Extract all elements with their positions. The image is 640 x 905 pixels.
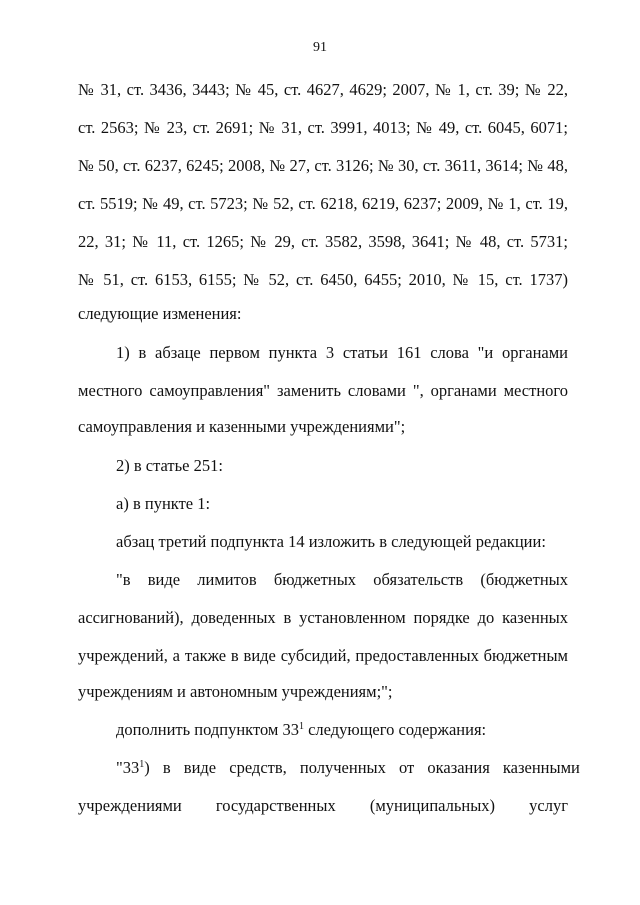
text-line: 2) в статье 251: [116,456,223,475]
text-line: № 31, ст. 3436, 3443; № 45, ст. 4627, 4629; 2007, № 1, ст. 39; № 22, [78,80,568,99]
page-number: 91 [313,40,327,55]
text-line: 1) в абзаце первом пункта 3 статьи 161 слова "и органами [116,343,568,362]
text-line [116,758,580,778]
text-line: учреждениями государственных (муниципальных) услуг [78,796,568,815]
superscript: 1 [298,721,304,732]
text-line: ст. 2563; № 23, ст. 2691; № 31, ст. 3991, 4013; № 49, ст. 6045, 6071; [78,118,568,137]
superscript: 1 [139,759,145,770]
text-line: учреждений, а также в виде субсидий, предоставленных бюджетным [78,646,568,665]
text-fragment: следующего содержания: [303,720,487,739]
text-line: № 50, ст. 6237, 6245; 2008, № 27, ст. 3126; № 30, ст. 3611, 3614; № 48, [78,156,568,175]
text-line [116,720,486,740]
text-fragment: дополнить подпунктом 33 [116,720,299,739]
text-line: ассигнований), доведенных в установленном порядке до казенных [78,608,568,627]
text-line: ст. 5519; № 49, ст. 5723; № 52, ст. 6218, 6219, 6237; 2009, № 1, ст. 19, [78,194,568,213]
text-line: самоуправления и казенными учреждениями"; [78,417,406,436]
text-fragment: "33 [116,758,140,777]
text-line: № 51, ст. 6153, 6155; № 52, ст. 6450, 6455; 2010, № 15, ст. 1737) [78,270,568,289]
text-line: 22, 31; № 11, ст. 1265; № 29, ст. 3582, 3598, 3641; № 48, ст. 5731; [78,232,568,251]
text-line: местного самоуправления" заменить словами ", органами местного [78,381,568,400]
text-line: а) в пункте 1: [116,494,211,513]
text-line: абзац третий подпункта 14 изложить в следующей редакции: [116,532,546,551]
text-line: следующие изменения: [78,304,242,323]
text-line: "в виде лимитов бюджетных обязательств (бюджетных [116,570,568,589]
text-fragment: ) в виде средств, полученных от оказания казенными [144,758,580,777]
text-line: учреждениям и автономным учреждениям;"; [78,682,393,701]
